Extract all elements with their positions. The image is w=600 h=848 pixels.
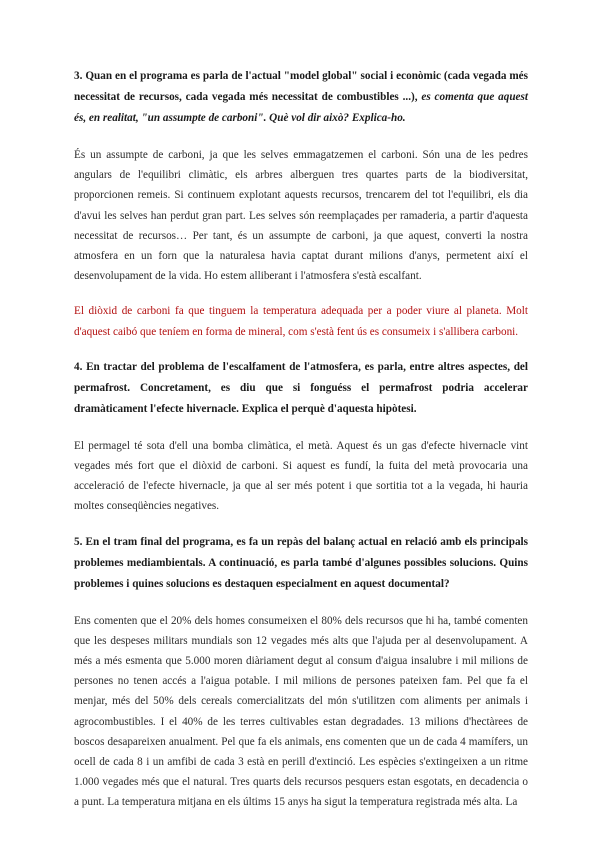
question-5: 5. En el tram final del programa, es fa un repàs del balanç actual en relació amb els principals problemes mediambientals. A continuació, es parla també d'algunes possibles solucions. Quins problemes i quines solucions es destaquen especialment en aquest documental?	[74, 535, 528, 590]
answer-4: El permagel té sota d'ell una bomba climàtica, el metà. Aquest és un gas d'efecte hivernacle vint vegades més fort que el diòxid de carboni. Si aquest es fundí, la fuita del metà provocaria una acceleració de l'efecte hivernacle, ja que al ser més potent i que sortitia tot a la vegada, hi hauria moltes conseqüències negatives.	[74, 439, 528, 513]
question-3	[74, 66, 528, 129]
question-3-text: 3. Quan en el programa es parla de l'actual "model global" social i econòmic (cada vegada més necessitat de recursos, cada vegada més necessitat de combustibles ...),	[74, 70, 528, 103]
answer-5: Ens comenten que el 20% dels homes consumeixen el 80% dels recursos que hi ha, també comenten que les despeses militars mundials son 12 vegades més alts que l'ajuda per al desenvolupament. A més a més esmenta que 5.000 moren diàriament degut al consum d'aigua insalubre i mil milions de persones no tenen accés a l'aigua potable. I mil milions de persones pateixen fam. Pel que fa el menjar, més del 50% dels cereals comercialitzats del món s'utilitzen com aliments per animals i agrocombustibles. I el 40% de les terres cultivables estan degradades. 13 milions d'hectàrees de boscos desapareixen anualment. Pel que fa els animals, ens comenten que un de cada 4 mamífers, un ocell de cada 8 i un amfibi de cada 3 està en perill d'extinció. Les espècies s'extingeixen a un ritme 1.000 vegades més que el natural. Tres quarts dels recursos pesquers estan esgotats, en decadencia o a punt. La temperatura mitjana en els últims 15 anys ha sigut la temperatura registrada més alta. La	[74, 614, 528, 809]
question-4: 4. En tractar del problema de l'escalfament de l'atmosfera, es parla, entre altres aspectes, del permafrost. Concretament, es diu que si fonguéss el permafrost podria accelerar dramàticament l'efecte hivernacle. Explica el perquè d'aquesta hipòtesi.	[74, 360, 528, 415]
answer-3: És un assumpte de carboni, ja que les selves emmagatzemen el carboni. Són una de les pedres angulars de l'equilibri climàtic, els arbres alberguen tres quartes parts de la biodiversitat, proporcionen remeis. Si continuem explotant aquests recursos, trencarem del tot l'equilibri, els dia d'avui les selves han perdut gran part. Les selves són reemplaçades per ramaderia, a partir d'aquesta necessitat de recursos… Per tant, és un assumpte de carboni, ja que aquest, converti la nostra atmosfera en un forn que la naturalesa havia captat durant milions d'anys, permetent així el desenvolupament de la vida. Ho estem alliberant i l'atmosfera s'està escalfant.	[74, 149, 528, 283]
answer-3-note: El diòxid de carboni fa que tinguem la temperatura adequada per a poder viure al planeta. Molt d'aquest caibó que teníem en forma de mineral, com s'està fent ús es consumeix i s'allibera carboni.	[74, 305, 528, 338]
question-3-italic: es comenta que aquest és, en realitat, "un assumpte de carboni". Què vol dir això? Explica-ho.	[74, 91, 528, 124]
